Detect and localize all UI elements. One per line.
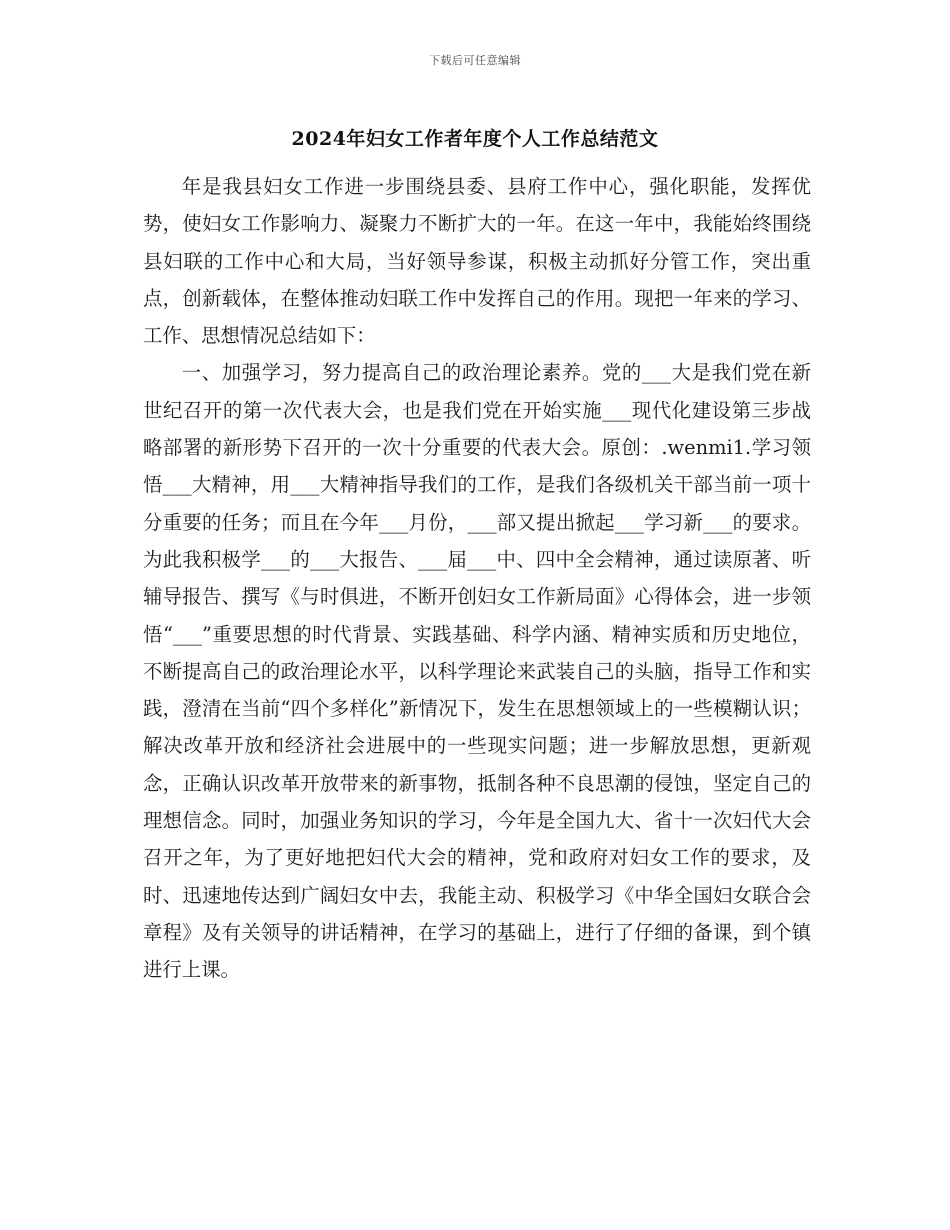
paragraph-section-one: 一、加强学习，努力提高自己的政治理论素养。党的___大是我们党在新世纪召开的第一次代表大会，也是我们党在开始实施___现代化建设第三步战略部署的新形势下召开的一次十分重要的代表大会。原创：.wenmi1.学习领悟___大精神，用___大精神指导我们的工作，是我们各级机关干部当前一项十分重要的任务；而且在今年___月份，___部又提出掀起___学习新___的要求。为此我积极学___的___大报告、___届___中、四中全会精神，通过读原著、听辅导报告、撰写《与时俱进，不断开创妇女工作新局面》心得体会，进一步领悟“___”重要思想的时代背景、实践基础、科学内涵、精神实质和历史地位，不断提高自己的政治理论水平，以科学理论来武装自己的头脑，指导工作和实践，澄清在当前“四个多样化”新情况下，发生在思想领域上的一些模糊认识；解决改革开放和经济社会进展中的一些现实问题；进一步解放思想，更新观念，正确认识改革开放带来的新事物，抵制各种不良思潮的侵蚀，坚定自己的理想信念。同时，加强业务知识的学习，今年是全国九大、省十一次妇代大会召开之年，为了更好地把妇代大会的精神，党和政府对妇女工作的要求，及时、迅速地传达到广阔妇女中去，我能主动、积极学习《中华全国妇女联合会章程》及有关领导的讲话精神，在学习的基础上，进行了仔细的备课，到个镇进行上课。 <box>143 361 811 982</box>
document-title: 2024年妇女工作者年度个人工作总结范文 <box>291 128 659 150</box>
document-body <box>143 168 811 989</box>
header-note: 下载后可任意编辑 <box>429 54 521 67</box>
paragraph-intro: 年是我县妇女工作进一步围绕县委、县府工作中心，强化职能，发挥优势，使妇女工作影响力、凝聚力不断扩大的一年。在这一年中，我能始终围绕县妇联的工作中心和大局，当好领导参谋，积极主动抓好分管工作，突出重点，创新载体，在整体推动妇联工作中发挥自己的作用。现把一年来的学习、工作、思想情况总结如下： <box>143 175 811 348</box>
